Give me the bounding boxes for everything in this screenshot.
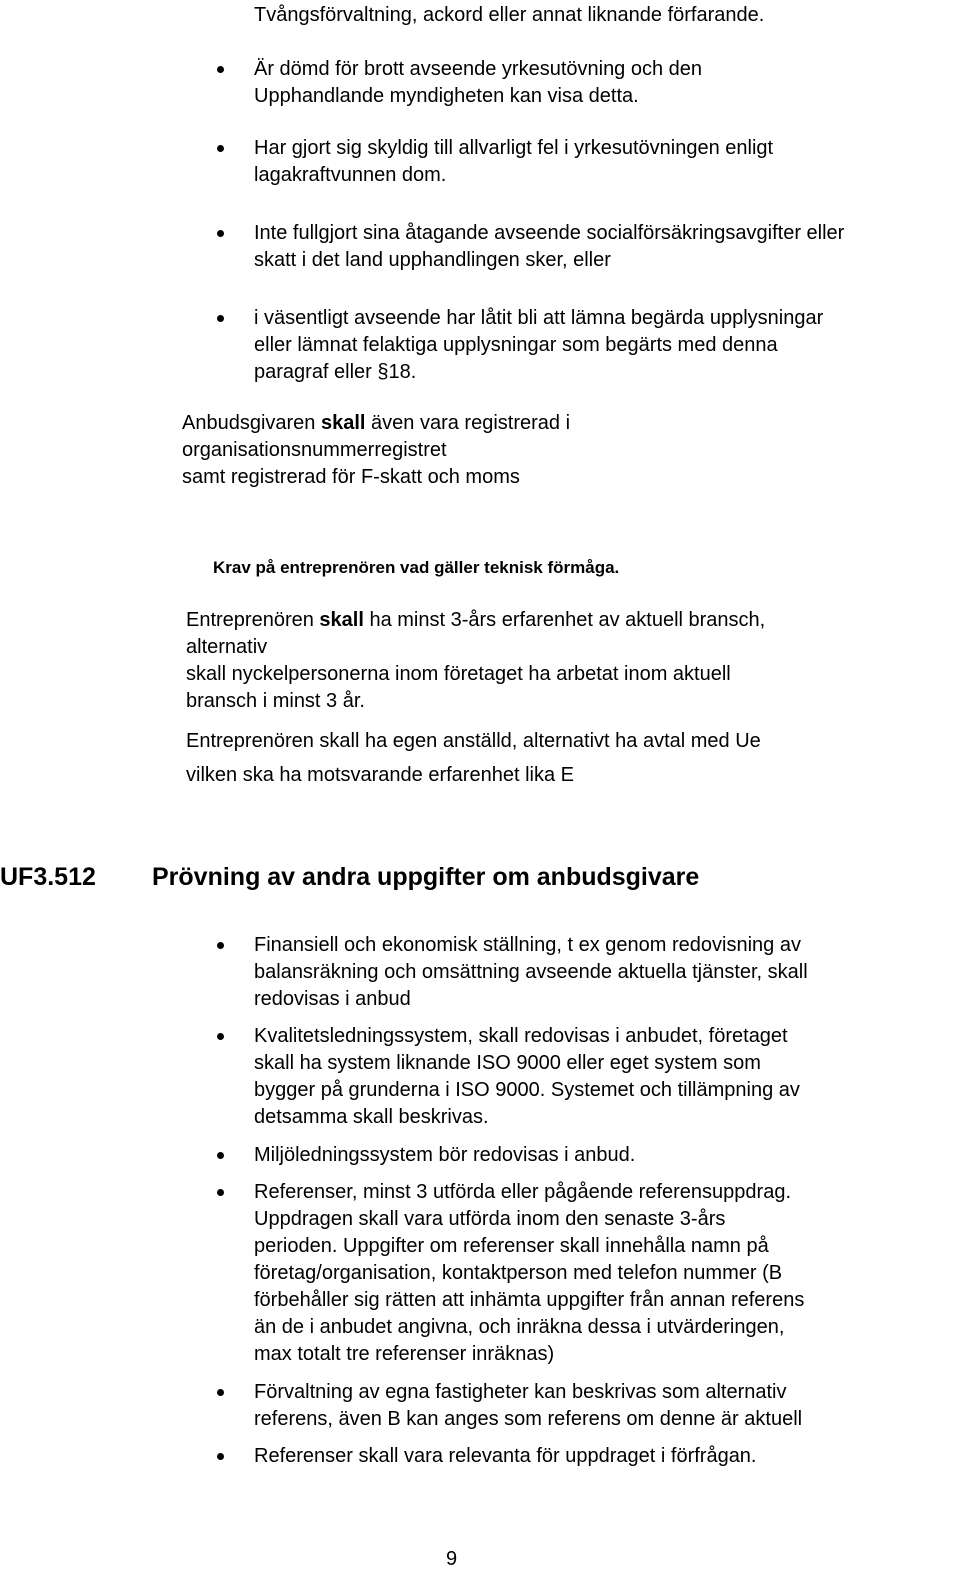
- technical-paragraph-1: [186, 607, 765, 715]
- list-item: [254, 1379, 802, 1433]
- bullet-icon: [217, 942, 224, 949]
- list-item-line: Tvångsförvaltning, ackord eller annat liknande förfarande.: [254, 4, 765, 26]
- paragraph-line: Entreprenören skall ha egen anställd, alternativt ha avtal med Ue: [186, 730, 761, 752]
- text-run: även vara registrerad i: [365, 412, 571, 434]
- page-number: 9: [446, 1548, 458, 1570]
- list-item-line: eller lämnat felaktiga upplysningar som begärts med denna: [254, 334, 778, 356]
- paragraph-line: [186, 607, 765, 634]
- technical-paragraph-2: [186, 724, 761, 792]
- list-item: [254, 56, 702, 110]
- list-item-line: Referenser skall vara relevanta för uppdraget i förfrågan.: [254, 1445, 757, 1467]
- registration-line: [182, 410, 570, 437]
- text-run: Entreprenören: [186, 609, 320, 631]
- list-item: [254, 1179, 804, 1368]
- list-item-line: Uppdragen skall vara utförda inom den senaste 3-års: [254, 1208, 726, 1230]
- bullet-icon: [217, 1453, 224, 1460]
- list-item-line: förbehåller sig rätten att inhämta uppgifter från annan referens: [254, 1289, 805, 1311]
- list-item: [254, 1142, 635, 1169]
- list-item-line: Upphandlande myndigheten kan visa detta.: [254, 85, 639, 107]
- registration-line: organisationsnummerregistret: [182, 439, 447, 461]
- list-item-line: i väsentligt avseende har låtit bli att lämna begärda upplysningar: [254, 307, 824, 329]
- bullet-icon: [217, 1389, 224, 1396]
- list-item-line: skatt i det land upphandlingen sker, eller: [254, 249, 611, 271]
- list-item-line: redovisas i anbud: [254, 988, 411, 1010]
- bullet-icon: [217, 1152, 224, 1159]
- bullet-icon: [217, 315, 224, 322]
- list-item-line: Referenser, minst 3 utförda eller pågående referensuppdrag.: [254, 1181, 792, 1203]
- list-item-line: Kvalitetsledningssystem, skall redovisas i anbudet, företaget: [254, 1025, 788, 1047]
- list-item: [254, 1443, 757, 1470]
- section-number: UF3.512: [0, 863, 96, 891]
- technical-heading: Krav på entreprenören vad gäller teknisk förmåga.: [213, 558, 620, 577]
- bullet-icon: [217, 145, 224, 152]
- list-item: [254, 305, 823, 386]
- list-item: [254, 135, 773, 189]
- list-item-line: paragraf eller §18.: [254, 361, 417, 383]
- bullet-icon: [217, 1033, 224, 1040]
- list-item-line: Förvaltning av egna fastigheter kan beskrivas som alternativ: [254, 1381, 787, 1403]
- list-item-line: skall ha system liknande ISO 9000 eller eget system som: [254, 1052, 761, 1074]
- paragraph-line: alternativ: [186, 636, 268, 658]
- paragraph-line: skall nyckelpersonerna inom företaget ha arbetat inom aktuell: [186, 663, 731, 685]
- carry-over-line: [254, 2, 764, 29]
- bullet-icon: [217, 66, 224, 73]
- list-item-line: balansräkning och omsättning avseende aktuella tjänster, skall: [254, 961, 808, 983]
- text-run: Anbudsgivaren: [182, 412, 321, 434]
- bullet-icon: [217, 1189, 224, 1196]
- list-item-line: än de i anbudet angivna, och inräkna dessa i utvärderingen,: [254, 1316, 785, 1338]
- list-item-line: Är dömd för brott avseende yrkesutövning och den: [254, 58, 703, 80]
- list-item-line: referens, även B kan anges som referens om denne är aktuell: [254, 1408, 803, 1430]
- paragraph-line: vilken ska ha motsvarande erfarenhet lika E: [186, 764, 574, 786]
- list-item-line: bygger på grunderna i ISO 9000. Systemet och tillämpning av: [254, 1079, 800, 1101]
- text-run: ha minst 3-års erfarenhet av aktuell bransch,: [363, 609, 766, 631]
- bullet-icon: [217, 230, 224, 237]
- list-item-line: Finansiell och ekonomisk ställning, t ex genom redovisning av: [254, 934, 801, 956]
- list-item-line: max totalt tre referenser inräknas): [254, 1343, 555, 1365]
- section-title: Prövning av andra uppgifter om anbudsgivare: [152, 863, 700, 891]
- list-item-line: Miljöledningssystem bör redovisas i anbud.: [254, 1144, 636, 1166]
- list-item: [254, 220, 844, 274]
- list-item-line: företag/organisation, kontaktperson med telefon nummer (B: [254, 1262, 783, 1284]
- list-item-line: detsamma skall beskrivas.: [254, 1106, 489, 1128]
- list-item-line: Inte fullgjort sina åtagande avseende socialförsäkringsavgifter eller: [254, 222, 845, 244]
- list-item: [254, 1023, 800, 1131]
- registration-paragraph: [182, 410, 570, 491]
- list-item-line: Har gjort sig skyldig till allvarligt fel i yrkesutövningen enligt: [254, 137, 774, 159]
- list-item-line: perioden. Uppgifter om referenser skall innehålla namn på: [254, 1235, 769, 1257]
- emphasis-text: skall: [320, 412, 366, 434]
- list-item-line: lagakraftvunnen dom.: [254, 164, 447, 186]
- emphasis-text: skall: [319, 609, 364, 631]
- list-item: [254, 932, 808, 1013]
- registration-line: samt registrerad för F-skatt och moms: [182, 466, 520, 488]
- paragraph-line: bransch i minst 3 år.: [186, 690, 365, 712]
